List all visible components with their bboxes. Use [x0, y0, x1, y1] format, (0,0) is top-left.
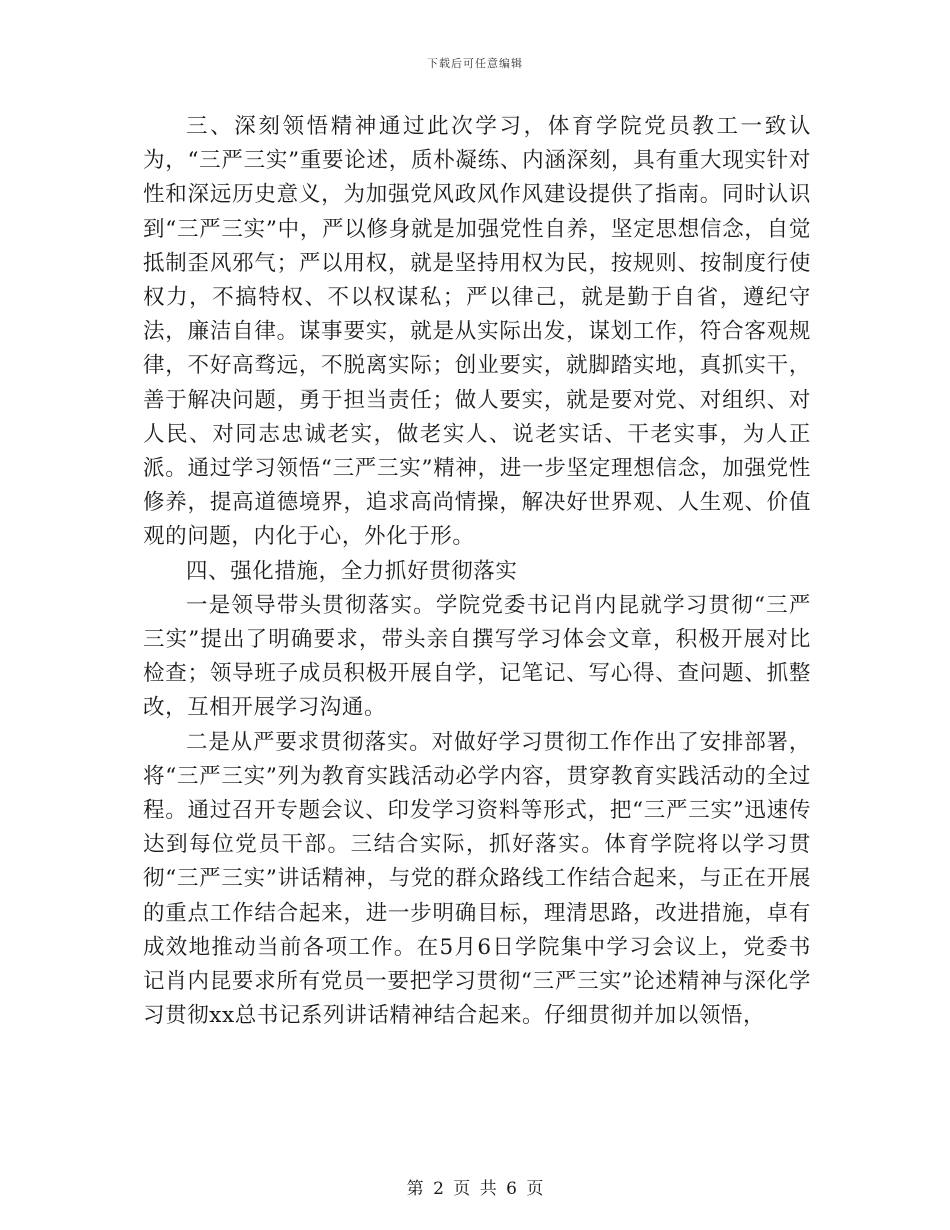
- document-body: [143, 110, 811, 1033]
- paragraph-leadership: 一是领导带头贯彻落实。学院党委书记肖内昆就学习贯彻“三严三实”提出了明确要求，带头亲自撰写学习体会文章，积极开展对比检查；领导班子成员积极开展自学，记笔记、写心得、查问题、抓整改，互相开展学习沟通。: [143, 592, 811, 721]
- section-heading-four: 四、强化措施，全力抓好贯彻落实: [186, 558, 518, 584]
- paragraph-section-three: 三、深刻领悟精神通过此次学习，体育学院党员教工一致认为，“三严三实”重要论述，质朴凝练、内涵深刻，具有重大现实针对性和深远历史意义，为加强党风政风作风建设提供了指南。同时认识到“三严三实”中，严以修身就是加强党性自养，坚定思想信念，自觉抵制歪风邪气；严以用权，就是坚持用权为民，按规则、按制度行使权力，不搞特权、不以权谋私；严以律己，就是勤于自省，遵纪守法，廉洁自律。谋事要实，就是从实际出发，谋划工作，符合客观规律，不好高骛远，不脱离实际；创业要实，就脚踏实地，真抓实干，善于解决问题，勇于担当责任；做人要实，就是要对党、对组织、对人民、对同志忠诚老实，做老实人、说老实话、干老实事，为人正派。通过学习领悟“三严三实”精神，进一步坚定理想信念，加强党性修养，提高道德境界，追求高尚情操，解决好世界观、人生观、价值观的问题，内化于心，外化于形。: [143, 114, 811, 550]
- page-header: 下载后可任意编辑: [427, 57, 523, 70]
- page-number-footer: 第 2 页 共 6 页: [406, 1179, 544, 1199]
- paragraph-strict-requirements: 二是从严要求贯彻落实。对做好学习贯彻工作作出了安排部署，将“三严三实”列为教育实践活动必学内容，贯穿教育实践活动的全过程。通过召开专题会议、印发学习资料等形式，把“三严三实”迅速传达到每位党员干部。三结合实际，抓好落实。体育学院将以学习贯彻“三严三实”讲话精神，与党的群众路线工作结合起来，与正在开展的重点工作结合起来，进一步明确目标，理清思路，改进措施，卓有成效地推动当前各项工作。在5月6日学院集中学习会议上，党委书记肖内昆要求所有党员一要把学习贯彻“三严三实”论述精神与深化学习贯彻xx总书记系列讲话精神结合起来。仔细贯彻并加以领悟，: [143, 729, 811, 1029]
